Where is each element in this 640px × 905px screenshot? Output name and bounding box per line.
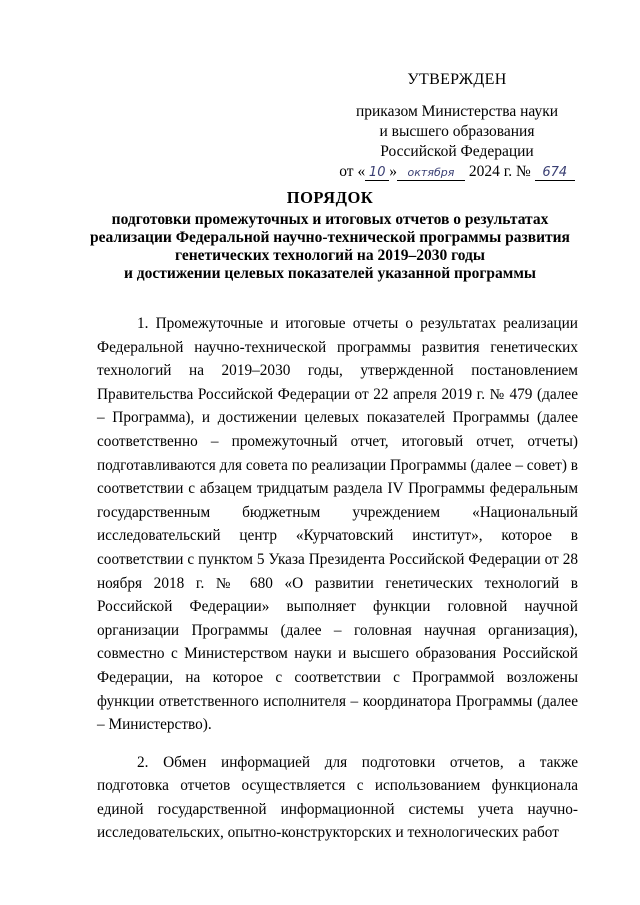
date-prefix: от « [339,163,366,180]
document-subtitle-line: подготовки промежуточных и итоговых отчетов о результатах [111,211,549,228]
handwritten-order-number: 674 [535,165,575,181]
paragraph-2: 2. Обмен информацией для подготовки отчетов, а также подготовка отчетов осуществляется с использованием функционала единой государственной информационной системы учета научно-исследовательских, опытно-конструкторских и технологических работ [97,753,578,842]
paragraph-1: 1. Промежуточные и итоговые отчеты о результатах реализации Федеральной научно-технической программы развития генетических технологий на 2019–2030 годы, утвержденной постановлением Правительства Российской Федерации от 22 апреля 2019 г. № 479 (далее – Программа), и достижении целевых показателей Программы (далее соответственно – промежуточный отчет, итоговый отчет, отчеты) подготавливаются для совета по реализации Программы (далее – совет) в соответствии с абзацем тридцатым раздела IV Программы федеральным государственным бюджетным учреждением «Национальный исследовательский центр «Курчатовский институт», которое в соответствии с пунктом 5 Указа Президента Российской Федерации от 28 ноября 2018 г. № 680 «О развитии генетических технологий в Российской Федерации» выполняет функции головной научной организации Программы (далее – головная научная организация), совместно с Министерством науки и высшего образования Российской Федерации, на которое с соответствии с Программой возложены функции ответственного исполнителя – координатора Программы (далее – Министерство). [97,315,578,734]
date-mid: » [389,163,397,180]
document-body [97,312,578,859]
approval-line-1: приказом Министерства науки [355,103,559,120]
handwritten-month: октября [397,165,465,181]
document-subtitle-line: генетических технологий на 2019–2030 годы [175,247,485,264]
document-subtitle-line: и достижении целевых показателей указанной программы [124,265,536,282]
approval-date-line [330,162,584,182]
approval-line-2: и высшего образования [379,123,535,140]
approval-title: УТВЕРЖДЕН [407,71,507,88]
approval-line-3: Российской Федерации [380,143,534,160]
approval-stamp [330,70,584,182]
handwritten-day: 10 [365,165,389,181]
document-subtitle-line: реализации Федеральной научно-технической программы развития [90,229,570,246]
document-title-block [80,189,580,283]
date-year: 2024 г. № [468,163,531,180]
document-title: ПОРЯДОК [286,188,374,207]
